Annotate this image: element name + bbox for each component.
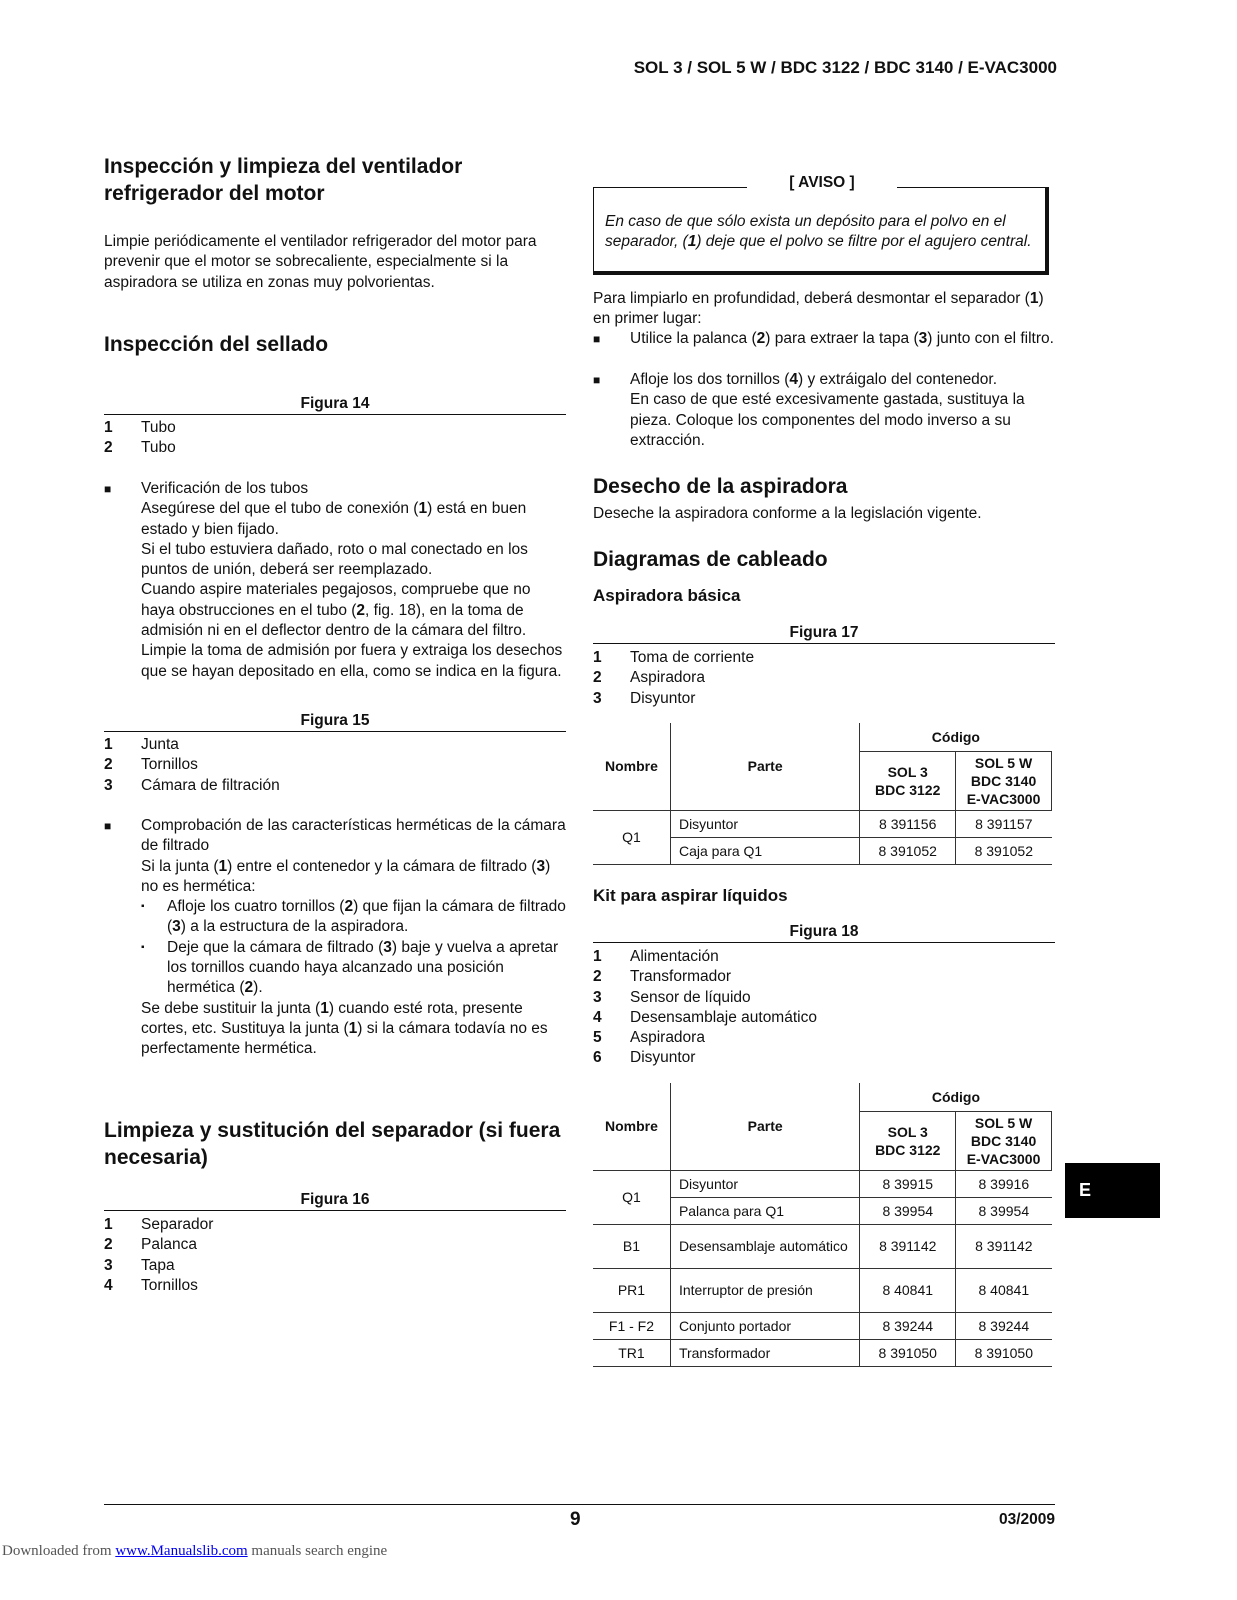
subsection-title-liquid-kit: Kit para aspirar líquidos (593, 886, 788, 905)
cell-part: Conjunto portador (670, 1312, 859, 1339)
legend-item (104, 776, 280, 796)
table-row (593, 1224, 1052, 1268)
legend-item (104, 755, 280, 775)
figure-18-caption: Figura 18 (593, 922, 1055, 943)
legend-number: 1 (104, 1216, 113, 1233)
bullet-tube-check (104, 479, 566, 699)
cell-name: TR1 (593, 1339, 670, 1366)
legend-text: Toma de corriente (630, 649, 755, 666)
cell-name: PR1 (593, 1268, 670, 1312)
legend-text: Tubo (141, 439, 176, 457)
parts-table-basic (593, 723, 1052, 865)
table-row (593, 1312, 1052, 1339)
footer-date: 03/2009 (998, 1511, 1055, 1528)
download-note: Downloaded from www.Manualslib.com manuals search engine (2, 1543, 388, 1559)
figure-14-legend (104, 418, 176, 459)
separator-intro: Para limpiarlo en profundidad, deberá desmontar el separador (1) en primer lugar: (593, 290, 1044, 328)
bullet-paragraph: Si la junta (1) entre el contenedor y la cámara de filtrado (3) no es hermética: (141, 857, 551, 895)
legend-item (593, 967, 817, 987)
section-text-fan: Limpie periódicamente el ventilador refrigerador del motor para prevenir que el motor se sobrecaliente, especialmente si la aspiradora se utiliza en zonas muy polvorientas. (104, 233, 537, 291)
cell-code-1: 8 391156 (860, 810, 956, 837)
cell-part: Caja para Q1 (670, 837, 859, 864)
legend-text: Transformador (630, 968, 732, 986)
legend-item (593, 947, 817, 967)
legend-item (104, 418, 176, 438)
legend-text: Aspiradora (630, 669, 705, 687)
cell-code-2: 8 391142 (956, 1224, 1052, 1268)
section-title-fan: Inspección y limpieza del ventilador refrigerador del motor (104, 155, 463, 205)
col-header-part: Parte (670, 723, 859, 810)
legend-item (104, 438, 176, 458)
cell-part: Disyuntor (670, 810, 859, 837)
legend-text: Tornillos (141, 756, 198, 774)
legend-text: Junta (141, 736, 179, 753)
cell-part: Desensamblaje automático (670, 1224, 859, 1268)
col-header-name: Nombre (593, 723, 670, 810)
footer-rule (104, 1504, 1055, 1505)
notice-text: En caso de que sólo exista un depósito para el polvo en el separador, (1) deje que el polvo se filtre por el agujero central. (605, 213, 1032, 251)
col-header-model-1: SOL 3 BDC 3122 (860, 1111, 956, 1170)
table-row (593, 810, 1052, 837)
col-header-model-2: SOL 5 W BDC 3140 E-VAC3000 (956, 751, 1052, 810)
cell-code-1: 8 391050 (860, 1339, 956, 1366)
cell-code-1: 8 39244 (860, 1312, 956, 1339)
cell-code-2: 8 39954 (956, 1197, 1052, 1224)
parts-table-liquid-kit (593, 1083, 1052, 1367)
legend-number: 4 (104, 1276, 113, 1294)
col-header-model-1: SOL 3 BDC 3122 (860, 751, 956, 810)
table-row (593, 1170, 1052, 1197)
section-title-wiring: Diagramas de cableado (593, 548, 828, 571)
bullet-lever: ■ Utilice la palanca (2) para extraer la tapa (3) junto con el filtro. (593, 329, 1055, 369)
legend-item (593, 648, 754, 668)
figure-17-legend (593, 648, 754, 709)
sub-bullet: ▪ Deje que la cámara de filtrado (3) baje y vuelva a apretar los tornillos cuando haya alcanzado una posición hermética (2). (141, 938, 559, 997)
cell-part: Disyuntor (670, 1170, 859, 1197)
col-header-model-2: SOL 5 W BDC 3140 E-VAC3000 (956, 1111, 1052, 1170)
figure-15-caption: Figura 15 (104, 711, 566, 732)
cell-part: Transformador (670, 1339, 859, 1366)
legend-text: Cámara de filtración (141, 776, 280, 794)
bullet-paragraph: Limpie la toma de admisión por fuera y extraiga los desechos que se hayan depositado en ella, como se indica en la figura. (141, 642, 563, 680)
legend-item (104, 735, 280, 755)
legend-text: Separador (141, 1216, 214, 1233)
legend-number: 2 (104, 1236, 113, 1254)
section-text-disposal: Deseche la aspiradora conforme a la legislación vigente. (593, 505, 982, 522)
legend-item (593, 668, 754, 688)
cell-code-2: 8 391052 (956, 837, 1052, 864)
section-title-sealing: Inspección del sellado (104, 333, 329, 356)
section-title-separator: Limpieza y sustitución del separador (si fuera necesaria) (104, 1119, 561, 1169)
legend-item (593, 1008, 817, 1028)
figure-16-caption: Figura 16 (104, 1190, 566, 1211)
bullet-seal-check (104, 816, 566, 1061)
col-header-part: Parte (670, 1083, 859, 1170)
legend-number: 2 (104, 439, 113, 457)
legend-text: Tapa (141, 1256, 175, 1274)
cell-code-1: 8 39954 (860, 1197, 956, 1224)
legend-number: 2 (593, 669, 602, 687)
legend-number: 6 (593, 1049, 602, 1067)
bullet-marker: ■ (593, 332, 601, 346)
legend-number: 3 (104, 776, 113, 794)
notice-title: [ AVISO ] (747, 174, 897, 192)
legend-item (104, 1276, 213, 1296)
col-header-name: Nombre (593, 1083, 670, 1170)
legend-number: 3 (104, 1256, 113, 1274)
table-row (593, 1339, 1052, 1366)
cell-code-2: 8 39916 (956, 1170, 1052, 1197)
col-header-code: Código (860, 1083, 1052, 1111)
legend-item (104, 1256, 213, 1276)
language-tab: E (1065, 1163, 1160, 1218)
bullet-paragraph: Si el tubo estuviera dañado, roto o mal conectado en los puntos de unión, deberá ser reemplazado. (141, 540, 528, 579)
section-title-disposal: Desecho de la aspiradora (593, 475, 848, 498)
notice-box (593, 174, 1049, 275)
legend-number: 3 (593, 689, 602, 707)
legend-number: 1 (593, 948, 602, 965)
bullet-title: Verificación de los tubos (141, 480, 309, 497)
figure-15-legend (104, 735, 280, 796)
cell-code-2: 8 39244 (956, 1312, 1052, 1339)
bullet-marker: ■ (104, 819, 112, 833)
legend-text: Disyuntor (630, 689, 696, 707)
legend-number: 1 (104, 736, 113, 753)
legend-number: 4 (593, 1008, 602, 1026)
legend-number: 2 (104, 756, 113, 774)
bullet-paragraph: Asegúrese del que el tubo de conexión (1) está en buen estado y bien fijado. (141, 500, 527, 538)
legend-item (593, 1048, 817, 1068)
legend-item (104, 1235, 213, 1255)
page-number: 9 (570, 1509, 581, 1530)
legend-text: Sensor de líquido (630, 988, 751, 1006)
legend-text: Alimentación (630, 948, 719, 965)
bullet-marker: ■ (104, 482, 112, 496)
subsection-title-basic: Aspiradora básica (593, 586, 741, 605)
bullet-screws: ■ Afloje los dos tornillos (4) y extráigalo del contenedor. En caso de que esté excesivamente gastada, sustituya la pieza. Coloque los componentes del modo inverso a su extracción. (593, 371, 1025, 449)
legend-text: Aspiradora (630, 1029, 705, 1047)
figure-14-caption: Figura 14 (104, 394, 566, 415)
legend-text: Disyuntor (630, 1049, 696, 1067)
document-header-title: SOL 3 / SOL 5 W / BDC 3122 / BDC 3140 / E-VAC3000 (633, 58, 1057, 77)
cell-code-1: 8 391052 (860, 837, 956, 864)
cell-name: B1 (593, 1224, 670, 1268)
legend-number: 5 (593, 1029, 602, 1047)
cell-name: Q1 (593, 1170, 670, 1224)
col-header-code: Código (860, 723, 1052, 751)
cell-code-2: 8 40841 (956, 1268, 1052, 1312)
cell-code-1: 8 40841 (860, 1268, 956, 1312)
bullet-title: Comprobación de las características herméticas de la cámara de filtrado (141, 817, 566, 855)
table-row (593, 1268, 1052, 1312)
cell-code-2: 8 391050 (956, 1339, 1052, 1366)
cell-part: Palanca para Q1 (670, 1197, 859, 1224)
legend-number: 1 (104, 419, 113, 436)
legend-number: 3 (593, 988, 602, 1006)
cell-part: Interruptor de presión (670, 1268, 859, 1312)
legend-text: Tubo (141, 419, 176, 436)
bullet-paragraph: Se debe sustituir la junta (1) cuando esté rota, presente cortes, etc. Sustituya la junta (1) si la cámara todavía no es perfectamente hermética. (141, 999, 548, 1058)
manualslib-link[interactable]: www.Manualslib.com (115, 1543, 248, 1559)
cell-code-1: 8 391142 (860, 1224, 956, 1268)
figure-16-legend (104, 1215, 213, 1296)
legend-item (593, 988, 817, 1008)
legend-item (104, 1215, 213, 1235)
cell-code-2: 8 391157 (956, 810, 1052, 837)
bullet-paragraph: Cuando aspire materiales pegajosos, compruebe que no haya obstrucciones en el tubo (2, fig. 18), en la toma de admisión ni en el deflector dentro de la cámara del filtro. (141, 581, 531, 640)
cell-name: Q1 (593, 810, 670, 864)
legend-number: 2 (593, 968, 602, 986)
figure-17-caption: Figura 17 (593, 623, 1055, 644)
legend-number: 1 (593, 649, 602, 666)
sub-bullet: ▪ Afloje los cuatro tornillos (2) que fijan la cámara de filtrado (3) a la estructura de la aspiradora. (141, 898, 566, 936)
cell-code-1: 8 39915 (860, 1170, 956, 1197)
cell-name: F1 - F2 (593, 1312, 670, 1339)
legend-text: Tornillos (141, 1276, 198, 1294)
figure-18-legend (593, 947, 817, 1069)
legend-text: Palanca (141, 1236, 198, 1254)
legend-item (593, 689, 754, 709)
legend-text: Desensamblaje automático (630, 1008, 817, 1026)
legend-item (593, 1028, 817, 1048)
bullet-marker: ■ (593, 373, 601, 387)
